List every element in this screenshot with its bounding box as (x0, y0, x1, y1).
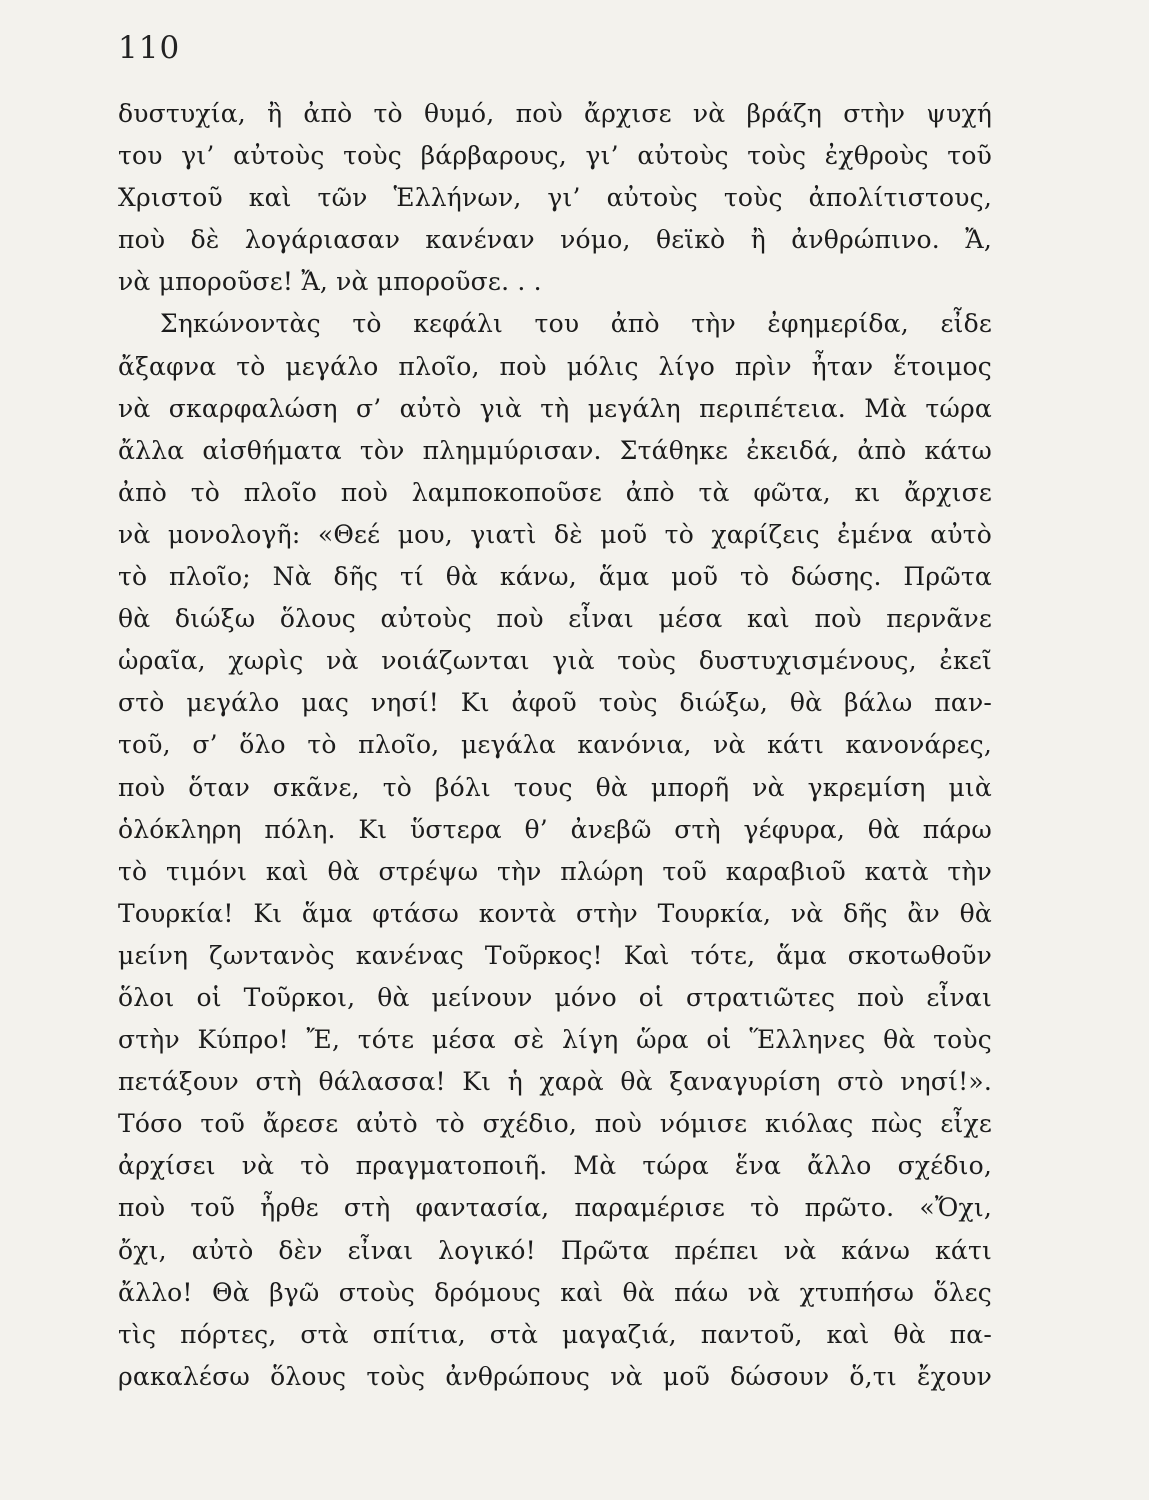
page-number: 110 (118, 30, 181, 66)
text-line: Τουρκία! Κι ἅμα φτάσω κοντὰ στὴν Τουρκία, νὰ δῆς ἂν θὰ (118, 898, 992, 928)
text-line: νὰ μποροῦσε! Ἄ, νὰ μποροῦσε. . . (118, 267, 542, 297)
text-line: ποὺ δὲ λογάριασαν κανέναν νόμο, θεϊκὸ ἢ ἀνθρώπινο. Ἄ, (118, 225, 992, 255)
text-line: μείνη ζωντανὸς κανένας Τοῦρκος! Καὶ τότε, ἅμα σκοτωθοῦν (118, 940, 992, 970)
text-line: πετάξουν στὴ θάλασσα! Κι ἡ χαρὰ θὰ ξαναγυρίση στὸ νησί!». (118, 1067, 992, 1097)
text-line: ἄξαφνα τὸ μεγάλο πλοῖο, ποὺ μόλις λίγο πρὶν ἦταν ἕτοιμος (118, 351, 992, 381)
text-line: ὡραῖα, χωρὶς νὰ νοιάζωνται γιὰ τοὺς δυστυχισμένους, ἐκεῖ (118, 646, 992, 676)
text-line: ἀρχίσει νὰ τὸ πραγματοποιῆ. Μὰ τώρα ἕνα ἄλλο σχέδιο, (118, 1151, 992, 1181)
text-line: δυστυχία, ἢ ἀπὸ τὸ θυμό, ποὺ ἄρχισε νὰ βράζη στὴν ψυχή (118, 99, 992, 128)
text-line: ρακαλέσω ὅλους τοὺς ἀνθρώπους νὰ μοῦ δώσουν ὅ,τι ἔχουν (118, 1361, 992, 1391)
text-line: ἄλλα αἰσθήματα τὸν πλημμύρισαν. Στάθηκε ἐκειδά, ἀπὸ κάτω (118, 435, 992, 465)
text-line: ὄχι, αὐτὸ δὲν εἶναι λογικό! Πρῶτα πρέπει νὰ κάνω κάτι (118, 1235, 992, 1265)
text-line: τὸ τιμόνι καὶ θὰ στρέψω τὴν πλώρη τοῦ καραβιοῦ κατὰ τὴν (118, 856, 992, 886)
text-line: νὰ σκαρφαλώση σ’ αὐτὸ γιὰ τὴ μεγάλη περιπέτεια. Μὰ τώρα (118, 393, 992, 423)
body-text (118, 93, 992, 1398)
text-line: στὸ μεγάλο μας νησί! Κι ἀφοῦ τοὺς διώξω, θὰ βάλω παν- (118, 688, 992, 718)
text-line: ὅλοι οἱ Τοῦρκοι, θὰ μείνουν μόνο οἱ στρατιῶτες ποὺ εἶναι (118, 982, 992, 1012)
text-line: ποὺ τοῦ ἦρθε στὴ φαντασία, παραμέρισε τὸ πρῶτο. «Ὄχι, (118, 1193, 992, 1223)
text-line: Χριστοῦ καὶ τῶν Ἑλλήνων, γι’ αὐτοὺς τοὺς ἀπολίτιστους, (118, 183, 992, 213)
text-line: ἀπὸ τὸ πλοῖο ποὺ λαμποκοποῦσε ἀπὸ τὰ φῶτα, κι ἄρχισε (118, 477, 992, 507)
text-line: Σηκώνοντὰς τὸ κεφάλι του ἀπὸ τὴν ἐφημερίδα, εἶδε (160, 309, 992, 339)
text-line: ἄλλο! Θὰ βγῶ στοὺς δρόμους καὶ θὰ πάω νὰ χτυπήσω ὅλες (118, 1277, 992, 1307)
text-line: στὴν Κύπρο! Ἔ, τότε μέσα σὲ λίγη ὥρα οἱ Ἕλληνες θὰ τοὺς (118, 1025, 992, 1055)
text-line: του γι’ αὐτοὺς τοὺς βάρβαρους, γι’ αὐτοὺς τοὺς ἐχθροὺς τοῦ (118, 141, 992, 171)
text-line: Τόσο τοῦ ἄρεσε αὐτὸ τὸ σχέδιο, ποὺ νόμισε κιόλας πὼς εἶχε (118, 1109, 992, 1139)
text-line: ποὺ ὅταν σκᾶνε, τὸ βόλι τους θὰ μπορῆ νὰ γκρεμίση μιὰ (118, 772, 992, 802)
text-line: νὰ μονολογῆ: «Θεέ μου, γιατὶ δὲ μοῦ τὸ χαρίζεις ἐμένα αὐτὸ (118, 519, 992, 549)
text-line: τοῦ, σ’ ὅλο τὸ πλοῖο, μεγάλα κανόνια, νὰ κάτι κανονάρες, (118, 730, 992, 760)
text-line: τὸ πλοῖο; Νὰ δῆς τί θὰ κάνω, ἅμα μοῦ τὸ δώσης. Πρῶτα (118, 562, 992, 592)
text-line: τὶς πόρτες, στὰ σπίτια, στὰ μαγαζιά, παντοῦ, καὶ θὰ πα- (118, 1319, 992, 1349)
text-line: θὰ διώξω ὅλους αὐτοὺς ποὺ εἶναι μέσα καὶ ποὺ περνᾶνε (118, 604, 992, 634)
text-line: ὁλόκληρη πόλη. Κι ὕστερα θ’ ἀνεβῶ στὴ γέφυρα, θὰ πάρω (118, 814, 992, 844)
